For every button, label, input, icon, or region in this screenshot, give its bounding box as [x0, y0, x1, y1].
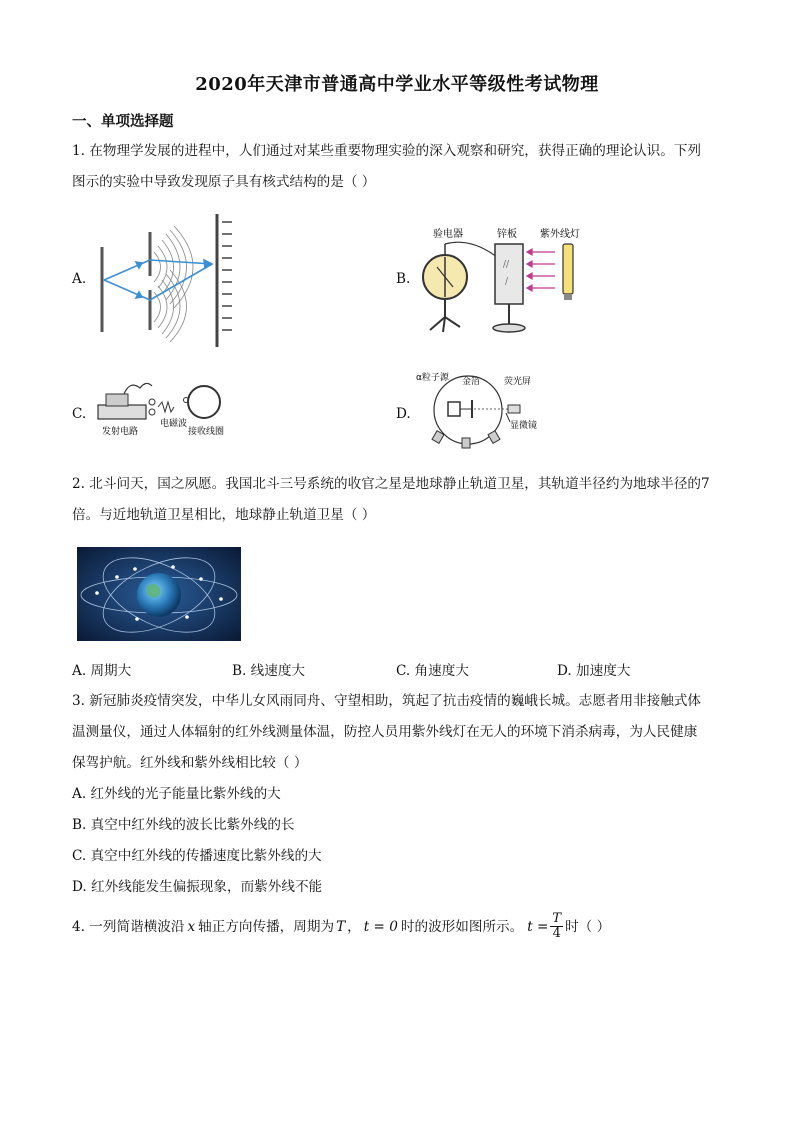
q4-x-var: x	[187, 918, 196, 935]
transmit-label: 发射电路	[102, 427, 139, 437]
q2-option-d: D. 加速度大	[557, 663, 631, 679]
q4-t0-eq: t = 0	[363, 918, 398, 935]
q1-text-line1: 1. 在物理学发展的进程中，人们通过对某些重要物理实验的深入观察和研究，获得正确的理论认识。下列	[72, 143, 702, 159]
q4-fraction	[550, 912, 563, 941]
q3-text-line2: 温测量仪，通过人体辐射的红外线测量体温，防控人员用紫外线灯在无人的环境下消杀病毒，为人民健康	[72, 724, 698, 740]
q3-option-b: B. 真空中红外线的波长比紫外线的长	[72, 817, 295, 833]
alpha-source-label: α粒子源	[416, 373, 449, 383]
q3-option-d: D. 红外线能发生偏振现象，而紫外线不能	[72, 879, 323, 895]
q4-fraction-denominator: 4	[552, 926, 561, 941]
q1-option-b-label: B.	[396, 271, 411, 287]
zinc-plate-label: 锌板	[497, 229, 517, 240]
photoelectric-figure	[415, 222, 595, 340]
page-title: 2020年天津市普通高中学业水平等级性考试物理	[195, 74, 599, 95]
gold-foil-label: 金箔	[462, 377, 481, 387]
q1-option-d-label: D.	[396, 406, 411, 422]
microscope-label: 显微镜	[510, 421, 538, 431]
q4-part5: 时（ ）	[565, 918, 611, 935]
q1-option-c-label: C.	[72, 406, 87, 422]
q4-fraction-numerator: T	[552, 911, 562, 926]
q1-text-line2: 图示的实验中导致发现原子具有核式结构的是（ ）	[72, 174, 376, 190]
q4-part1: 4. 一列简谐横波沿	[72, 918, 185, 935]
em-wave-figure	[92, 370, 232, 450]
q3-option-a: A. 红外线的光子能量比紫外线的大	[72, 786, 281, 802]
q4-part4: 时的波形如图所示。	[400, 918, 524, 935]
q4-t-eq: t =	[527, 918, 549, 935]
q4-T-var: T	[336, 918, 346, 935]
q3-option-c: C. 真空中红外线的传播速度比紫外线的大	[72, 848, 322, 864]
uv-lamp-label: 紫外线灯	[540, 229, 580, 240]
q3-text-line1: 3. 新冠肺炎疫情突发，中华儿女风雨同舟、守望相助，筑起了抗击疫情的巍峨长城。志愿者用非接触式体	[72, 693, 702, 709]
q2-option-b: B. 线速度大	[232, 663, 306, 679]
satellite-orbit-image	[77, 547, 241, 641]
q2-option-a: A. 周期大	[72, 663, 132, 679]
q4-text-line1	[72, 912, 610, 941]
alpha-scattering-figure	[412, 370, 562, 452]
section-heading: 一、单项选择题	[72, 113, 174, 130]
svg-text:/: /	[505, 277, 509, 287]
double-slit-figure	[92, 212, 252, 352]
q4-part2: 轴正方向传播，周期为	[198, 918, 335, 935]
q2-option-c: C. 角速度大	[396, 663, 469, 679]
screen-label: 荧光屏	[504, 377, 532, 387]
q2-text-line2: 倍。与近地轨道卫星相比，地球静止轨道卫星（ ）	[72, 507, 376, 523]
q2-text-line1: 2. 北斗问天，国之夙愿。我国北斗三号系统的收官之星是地球静止轨道卫星，其轨道半径约为地球半径的7	[72, 476, 710, 492]
wave-label: 电磁波	[160, 419, 188, 429]
electroscope-label: 验电器	[433, 229, 463, 240]
receive-label: 接收线圈	[188, 427, 225, 437]
q3-text-line3: 保驾护航。红外线和紫外线相比较（ ）	[72, 755, 308, 771]
q4-part3: ，	[347, 918, 361, 935]
svg-text://: //	[503, 260, 510, 270]
q1-option-a-label: A.	[72, 271, 87, 287]
